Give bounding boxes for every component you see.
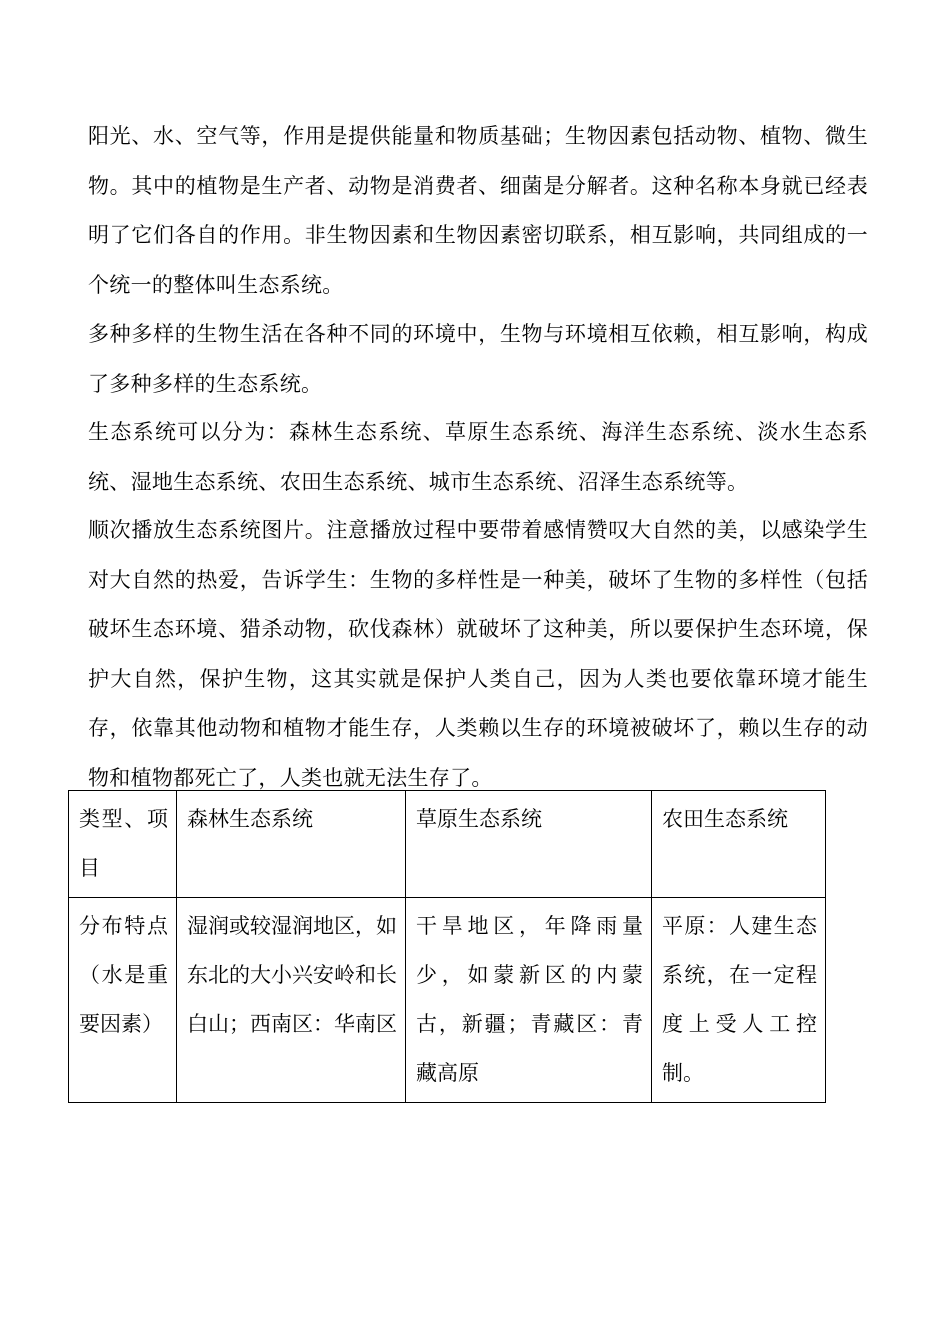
ecosystem-comparison-table	[68, 790, 826, 1103]
paragraph-diverse-ecosystems: 多种多样的生物生活在各种不同的环境中，生物与环境相互依赖，相互影响，构成了多种多样的生态系统。	[88, 322, 868, 396]
paragraph-teaching-notes: 顺次播放生态系统图片。注意播放过程中要带着感情赞叹大自然的美，以感染学生对大自然的热爱，告诉学生：生物的多样性是一种美，破坏了生物的多样性（包括破坏生态环境、猎杀动物，砍伐森林）就破坏了这种美，所以要保护生态环境，保护大自然，保护生物，这其实就是保护人类自己，因为人类也要依靠环境才能生存，依靠其他动物和植物才能生存，人类赖以生存的环境被破坏了，赖以生存的动物和植物都死亡了，人类也就无法生存了。	[88, 518, 868, 790]
paragraph-abiotic-biotic-factors: 阳光、水、空气等，作用是提供能量和物质基础；生物因素包括动物、植物、微生物。其中的植物是生产者、动物是消费者、细菌是分解者。这种名称本身就已经表明了它们各自的作用。非生物因素和生物因素密切联系，相互影响，共同组成的一个统一的整体叫生态系统。	[88, 124, 868, 297]
table-header-row	[69, 791, 826, 898]
header-cell-grassland: 草原生态系统	[406, 791, 652, 898]
row-label-distribution: 分布特点（水是重要因素）	[69, 898, 177, 1103]
header-cell-type: 类型、项目	[69, 791, 177, 898]
cell-forest-distribution: 湿润或较湿润地区，如东北的大小兴安岭和长白山；西南区：华南区	[177, 898, 406, 1103]
cell-farmland-distribution: 平原：人建生态系统，在一定程度上受人工控制。	[652, 898, 826, 1103]
cell-grassland-distribution: 干旱地区，年降雨量少，如蒙新区的内蒙古，新疆；青藏区：青藏高原	[406, 898, 652, 1103]
header-cell-farmland: 农田生态系统	[652, 791, 826, 898]
paragraph-ecosystem-types: 生态系统可以分为：森林生态系统、草原生态系统、海洋生态系统、淡水生态系统、湿地生态系统、农田生态系统、城市生态系统、沼泽生态系统等。	[88, 420, 868, 494]
header-cell-forest: 森林生态系统	[177, 791, 406, 898]
table-row-distribution	[69, 898, 826, 1103]
